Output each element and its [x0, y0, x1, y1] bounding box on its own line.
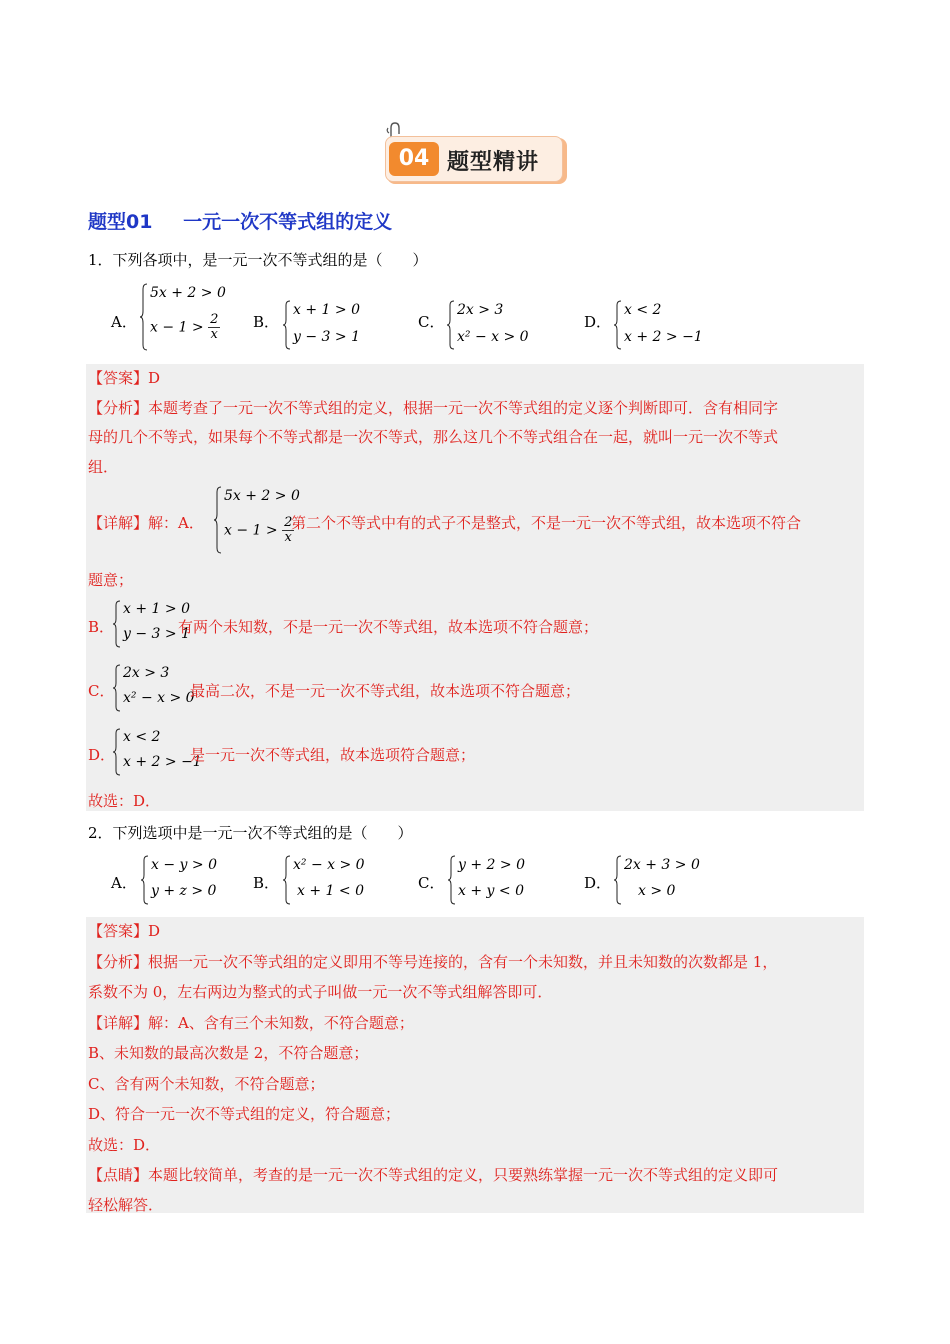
q1-option-b-label: B．: [253, 313, 280, 331]
q1-option-c-label: C．: [418, 313, 445, 331]
banner-title: 题型精讲: [447, 150, 540, 175]
brace-icon: [614, 855, 622, 905]
q2-conclusion: 故选：D．: [88, 1136, 161, 1154]
q1-detail-a-system: 5x + 2 > 0 x − 1 > $\frac{2}{x}$: [214, 486, 290, 554]
q1-detail-c-text: 最高二次，不是一元一次不等式组，故本选项不符合题意；: [190, 682, 581, 700]
q2-comment-line-2: 轻松解答．: [88, 1196, 164, 1214]
q1-option-b-system: x + 1 > 0 y − 3 > 1: [283, 300, 363, 350]
q2-analysis-line-2: 系数不为 0，左右两边为整式的式子叫做一元一次不等式组解答即可．: [88, 983, 553, 1001]
brace-icon: [283, 300, 291, 350]
q1-detail-d-text: 是一元一次不等式组，故本选项符合题意；: [190, 746, 476, 764]
banner-number: 04: [398, 146, 430, 171]
q1-detail-prefix: 【详解】解：A．: [88, 514, 204, 532]
question-2-stem: 2．下列选项中是一元一次不等式组的是（ ）: [88, 824, 413, 842]
q1-option-c-system: 2x > 3 x² − x > 0: [447, 300, 537, 350]
brace-icon: [141, 855, 149, 905]
q1-analysis-line-1: 【分析】本题考查了一元一次不等式组的定义，根据一元一次不等式组的定义逐个判断即可．含有相同字: [88, 399, 779, 417]
brace-icon: [113, 664, 121, 712]
brace-icon: [140, 283, 148, 351]
q2-detail-line-2: B、未知数的最高次数是 2，不符合题意；: [88, 1044, 369, 1062]
question-1-stem: 1．下列各项中，是一元一次不等式组的是（ ）: [88, 251, 428, 269]
brace-icon: [447, 300, 455, 350]
q2-answer: 【答案】D: [88, 922, 161, 940]
q1-detail-b-text: 有两个未知数，不是一元一次不等式组，故本选项不符合题意；: [178, 618, 599, 636]
q2-detail-line-4: D、符合一元一次不等式组的定义，符合题意；: [88, 1105, 401, 1123]
q1-detail-c-system: 2x > 3 x² − x > 0: [113, 664, 189, 712]
q1-answer: 【答案】D: [88, 369, 161, 387]
brace-icon: [448, 855, 456, 905]
q2-option-b-system: x² − x > 0 x + 1 < 0: [283, 855, 373, 905]
q1-detail-d-system: x < 2 x + 2 > −1: [113, 728, 191, 776]
section-banner: [385, 122, 570, 188]
q2-option-d-system: 2x + 3 > 0 x > 0: [614, 855, 704, 905]
q1-analysis-line-3: 组．: [88, 458, 119, 476]
q1-detail-b-label: B．: [88, 618, 115, 636]
q2-option-c-system: y + 2 > 0 x + y < 0: [448, 855, 538, 905]
brace-icon: [113, 600, 121, 648]
q1-conclusion: 故选：D．: [88, 792, 161, 810]
q2-comment-line-1: 【点睛】本题比较简单，考查的是一元一次不等式组的定义，只要熟练掌握一元一次不等式组的定义即可: [88, 1166, 779, 1184]
q1-detail-a-cont: 题意；: [88, 571, 134, 589]
q2-option-a-system: x − y > 0 y + z > 0: [141, 855, 221, 905]
q1-option-a-system: 5x + 2 > 0 x − 1 > $\frac{2}{x}$: [140, 283, 220, 351]
q2-detail-line-1: 【详解】解：A、含有三个未知数，不符合题意；: [88, 1014, 414, 1032]
q1-detail-d-label: D．: [88, 746, 116, 764]
q2-option-d-label: D．: [584, 874, 612, 892]
q2-option-a-label: A．: [111, 874, 137, 892]
q2-analysis-line-1: 【分析】根据一元一次不等式组的定义即用不等号连接的，含有一个未知数，并且未知数的次数都是 1，: [88, 953, 778, 971]
q2-detail-line-3: C、含有两个未知数，不符合题意；: [88, 1075, 325, 1093]
section-label: 题型01: [88, 211, 153, 233]
q1-detail-a-text: 第二个不等式中有的式子不是整式，不是一元一次不等式组，故本选项不符合: [291, 514, 802, 532]
q2-option-b-label: B．: [253, 874, 280, 892]
q1-detail-b-system: x + 1 > 0 y − 3 > 1: [113, 600, 179, 648]
q1-analysis-line-2: 母的几个不等式，如果每个不等式都是一次不等式，那么这几个不等式组合在一起，就叫一元一次不等式: [88, 428, 779, 446]
q1-option-d-label: D．: [584, 313, 612, 331]
section-title: 一元一次不等式组的定义: [183, 211, 393, 233]
section-heading: [88, 207, 392, 234]
q1-option-d-system: x < 2 x + 2 > −1: [614, 300, 704, 350]
brace-icon: [214, 486, 222, 554]
q1-detail-c-label: C．: [88, 682, 115, 700]
q2-option-c-label: C．: [418, 874, 445, 892]
q1-option-a-label: A．: [111, 313, 137, 331]
banner-number-box: [389, 142, 439, 176]
brace-icon: [113, 728, 121, 776]
brace-icon: [283, 855, 291, 905]
brace-icon: [614, 300, 622, 350]
